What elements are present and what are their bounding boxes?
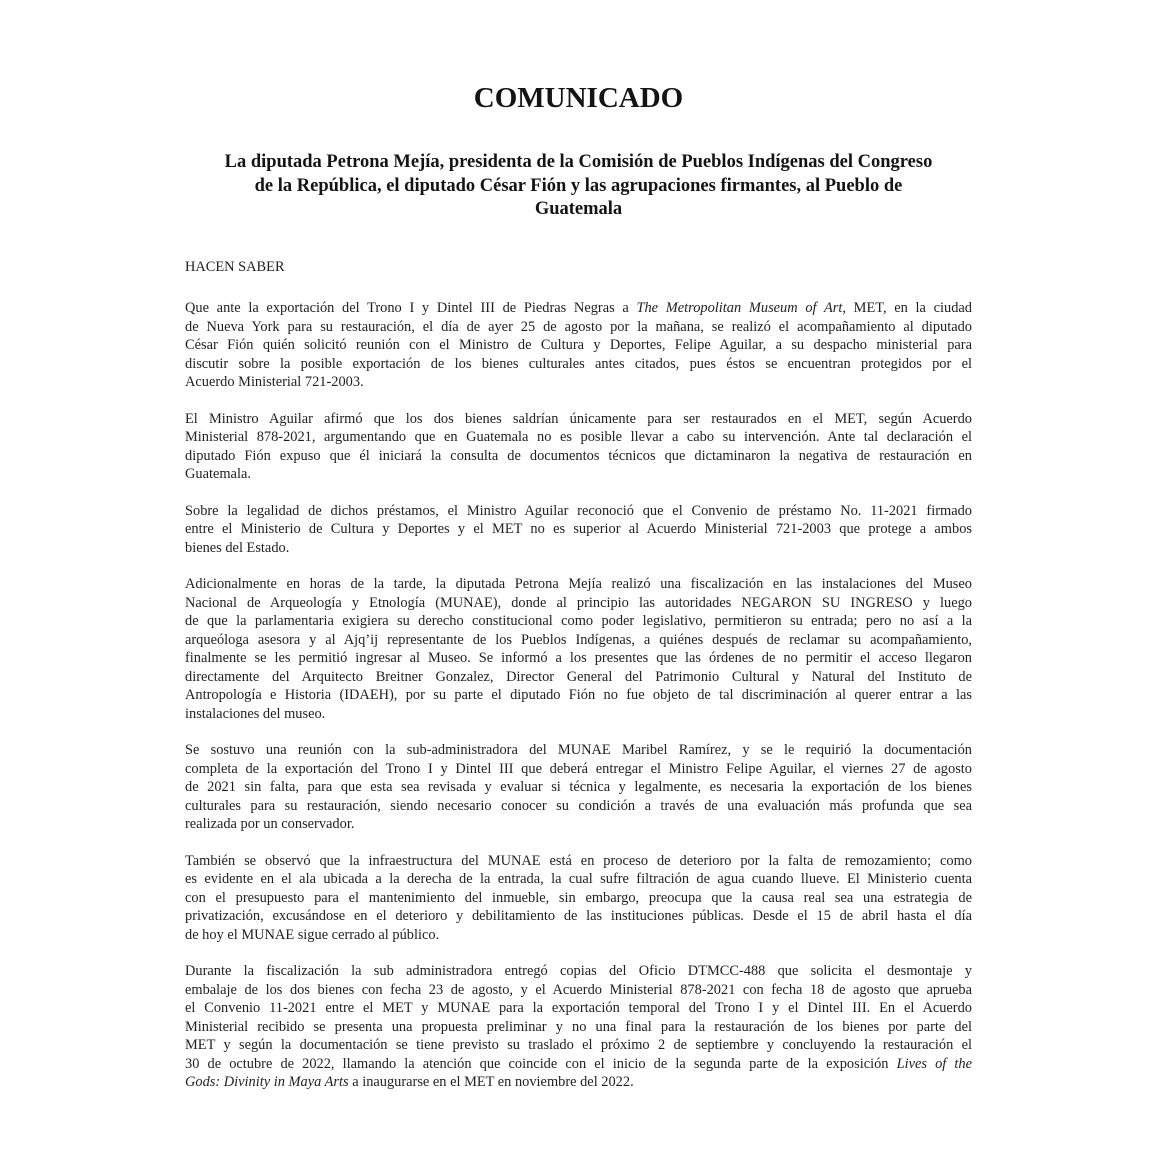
text-line: Durante la fiscalización la sub administradora entregó copias del Oficio DTMCC-488 que solicita el desmontaje y — [185, 963, 972, 979]
subtitle-line: La diputada Petrona Mejía, presidenta de la Comisión de Pueblos Indígenas del Congreso — [224, 152, 933, 172]
text-line: discutir sobre la posible exportación de los bienes culturales antes citados, pues éstos se encuentran protegidos por el — [185, 355, 972, 372]
subtitle-line: de la República, el diputado César Fión y las agrupaciones firmantes, al Pueblo de — [254, 175, 903, 196]
text-line: Guatemala. — [185, 466, 251, 482]
text-line: de hoy el MUNAE sigue cerrado al público. — [185, 926, 440, 943]
text-line: instalaciones del museo. — [185, 705, 326, 722]
document-subtitle — [185, 151, 972, 222]
text-line: el Convenio 11-2021 entre el MET y MUNAE para la exportación temporal del Trono I y el Dintel III. En el Acuerdo — [185, 1000, 972, 1016]
text-line: de 2021 sin falta, para que esta sea revisada y evaluar si técnica y legalmente, es necesaria la exportación de los bienes — [185, 779, 972, 795]
text-line: Antropología e Historia (IDAEH), por su parte el diputado Fión no fue objeto de tal discriminación al querer entrar a las — [185, 687, 972, 703]
text-line: finalmente se les permitió ingresar al Museo. Se informó a los presentes que las órdenes de no permitir el acceso llegaron — [185, 650, 972, 666]
body-paragraph — [185, 852, 972, 945]
document-body — [185, 299, 972, 1092]
text-line: diputado Fión expuso que él iniciará la consulta de documentos técnicos que dictaminaron la negativa de restauración en — [185, 447, 972, 464]
body-paragraph — [185, 299, 972, 392]
text-line: directamente del Arquitecto Breitner Gonzalez, Director General del Patrimonio Cultural y Natural del Instituto de — [185, 668, 972, 685]
body-paragraph — [185, 502, 972, 558]
text-line: Gods: Divinity in Maya Arts a inaugurarse en el MET en noviembre del 2022. — [185, 1074, 634, 1090]
text-line: Sobre la legalidad de dichos préstamos, el Ministro Aguilar reconoció que el Convenio de préstamo No. 11-2021 firmado — [185, 502, 972, 519]
text-line: de que la parlamentaria exigiera su derecho constitucional como poder legislativo, permitieron su entrada; pero no así a la — [185, 613, 972, 629]
text-line: Que ante la exportación del Trono I y Dintel III de Piedras Negras a The Metropolitan Museum of Art, MET, en la ciudad — [185, 300, 973, 316]
text-line: Acuerdo Ministerial 721-2003. — [185, 374, 364, 390]
text-line: Ministerial 878-2021, argumentando que en Guatemala no es posible llevar a cabo su intervención. Ante tal declaración el — [185, 429, 972, 445]
text-line: es evidente en el ala ubicada a la derecha de la entrada, la cual sufre filtración de agua cuando llueve. El Ministerio cuenta — [185, 871, 972, 887]
italic-text: Gods: Divinity in Maya Arts — [185, 1074, 349, 1090]
text-line: MET y según la documentación se tiene previsto su traslado el próximo 2 de septiembre y concluyendo la restauración el — [185, 1037, 972, 1053]
text-line: entre el Ministerio de Cultura y Deportes y el MET no es superior al Acuerdo Ministerial 721-2003 que protege a ambos — [185, 521, 972, 537]
text-line: 30 de octubre de 2022, llamando la atención que coincide con el inicio de la segunda parte de la exposición Lives of the — [185, 1055, 972, 1072]
salutation: HACEN SABER — [185, 258, 285, 275]
text-line: con el presupuesto para el mantenimiento del inmueble, sin embargo, preocupa que la causa real sea una estrategia de — [185, 889, 972, 906]
text-line: de Nueva York para su restauración, el día de ayer 25 de agosto por la mañana, se realizó el acompañamiento al diputado — [185, 318, 972, 335]
text-line: privatización, excusándose en el deterioro y debilitamiento de las instituciones públicas. Desde el 15 de abril hasta el día — [185, 908, 972, 924]
body-paragraph — [185, 741, 972, 834]
text-line: Se sostuvo una reunión con la sub-administradora del MUNAE Maribel Ramírez, y se le requirió la documentación — [185, 742, 972, 758]
italic-text: Lives of the — [896, 1055, 972, 1072]
text-line: embalaje de los dos bienes con fecha 23 de agosto, y el Acuerdo Ministerial 878-2021 con fecha 18 de agosto que aprueba — [185, 981, 972, 998]
italic-text: The Metropolitan Museum of Art, — [636, 300, 846, 316]
body-paragraph — [185, 410, 972, 484]
text-line: Ministerial recibido se presenta una propuesta preliminar y no una final para la restauración de los bienes por parte del — [185, 1018, 972, 1035]
text-line: realizada por un conservador. — [185, 816, 355, 832]
document-title: COMUNICADO — [473, 82, 684, 114]
subtitle-line: Guatemala — [534, 199, 623, 219]
text-line: bienes del Estado. — [185, 539, 290, 556]
text-line: Adicionalmente en horas de la tarde, la diputada Petrona Mejía realizó una fiscalización en las instalaciones del Museo — [185, 576, 972, 592]
body-paragraph — [185, 962, 972, 1092]
text-line: El Ministro Aguilar afirmó que los dos bienes saldrían únicamente para ser restaurados en el MET, según Acuerdo — [185, 410, 972, 427]
text-line: César Fión quién solicitó reunión con el Ministro de Cultura y Deportes, Felipe Aguilar, a su despacho ministerial para — [185, 337, 972, 353]
body-paragraph — [185, 575, 972, 723]
text-line: arqueóloga asesora y al Ajq’ij representante de los Pueblos Indígenas, a quiénes después de reclamar su acompañamiento, — [185, 631, 972, 648]
text-line: Nacional de Arqueología y Etnología (MUNAE), donde al principio las autoridades NEGARON SU INGRESO y luego — [185, 594, 972, 611]
text-line: También se observó que la infraestructura del MUNAE está en proceso de deterioro por la falta de remozamiento; como — [185, 852, 972, 869]
text-line: completa de la exportación del Trono I y Dintel III que deberá entregar el Ministro Felipe Aguilar, el viernes 27 de agosto — [185, 760, 972, 777]
text-line: culturales para su restauración, siendo necesario conocer su condición a través de una evaluación más profunda que sea — [185, 797, 972, 814]
